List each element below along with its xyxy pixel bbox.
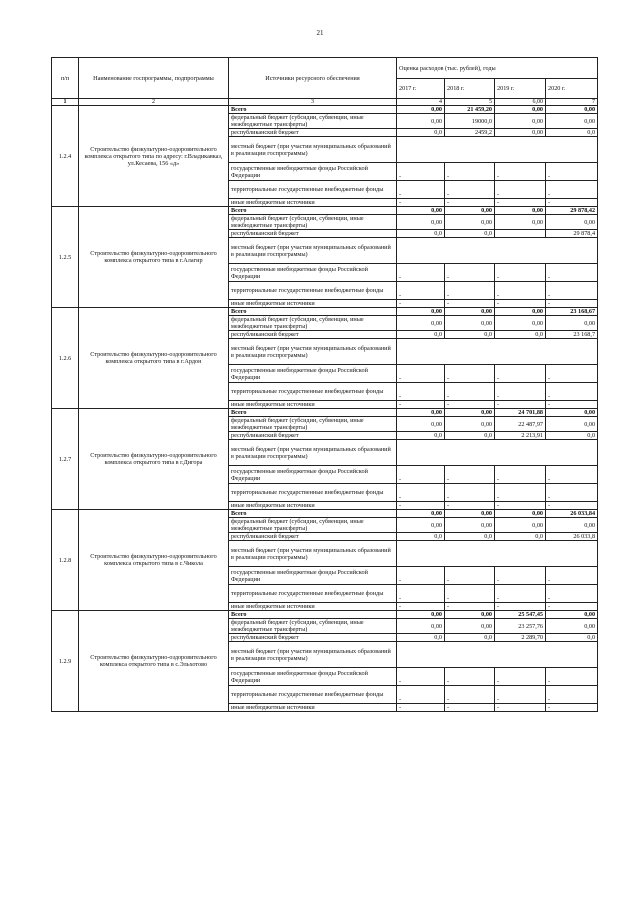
source-label: Всего [229,611,397,619]
source-label: республиканский бюджет [229,533,397,541]
value-cell: 0,0 [495,331,546,339]
page-number: 21 [316,29,324,37]
program-name: Строительство физкультурно-оздоровительного комплекса открытого типа в с.Чикола [79,510,229,611]
dash-cell: - [445,567,495,585]
value-cell: 23 168,67 [546,308,598,316]
source-label: территориальные государственные внебюджетные фонды [229,282,397,300]
dash-cell: - [546,704,598,712]
dash-cell: - [495,484,546,502]
value-cell: 0,0 [397,432,445,440]
value-cell: 0,00 [546,114,598,129]
value-cell: 2 289,70 [495,634,546,642]
value-cell: 0,00 [546,215,598,230]
value-cell: 0,0 [445,533,495,541]
dash-cell: - [397,585,445,603]
value-cell: 0,00 [546,611,598,619]
value-cell: 0,00 [546,619,598,634]
source-label: республиканский бюджет [229,331,397,339]
value-cell: 0,00 [445,510,495,518]
value-cell: 0,00 [495,316,546,331]
value-cell: 29 878,4 [546,230,598,238]
dash-cell: - [445,686,495,704]
dash-cell: - [397,264,445,282]
dash-cell: - [495,704,546,712]
value-cell: 0,00 [495,207,546,215]
program-name: Строительство физкультурно-оздоровительного комплекса открытого типа по адресу: г.Владикавказ, ул.Кесаева, 156 «д» [79,106,229,207]
source-label: местный бюджет (при участии муниципальных образований в реализации госпрограммы) [229,541,397,567]
value-cell: 0,00 [495,106,546,114]
value-cell: 0,00 [397,308,445,316]
empty-cell [397,137,598,163]
table-body [52,99,598,712]
column-number: 2 [79,99,229,106]
dash-cell: - [495,163,546,181]
source-label: федеральный бюджет (субсидии, субвенции, иные межбюджетные трансферты) [229,215,397,230]
dash-cell: - [546,163,598,181]
source-label: республиканский бюджет [229,129,397,137]
value-cell: 24 701,88 [495,409,546,417]
dash-cell: - [495,466,546,484]
source-label: федеральный бюджет (субсидии, субвенции, иные межбюджетные трансферты) [229,417,397,432]
dash-cell: - [546,567,598,585]
header-year: 2017 г. [397,79,445,99]
dash-cell: - [445,401,495,409]
source-label: государственные внебюджетные фонды Российской Федерации [229,163,397,181]
dash-cell: - [546,401,598,409]
dash-cell: - [495,383,546,401]
value-cell: 0,00 [445,611,495,619]
source-label: иные внебюджетные источники [229,704,397,712]
value-cell: 0,00 [397,215,445,230]
value-cell: 0,00 [495,129,546,137]
dash-cell: - [397,365,445,383]
source-label: Всего [229,409,397,417]
value-cell: 0,00 [397,510,445,518]
dash-cell: - [546,466,598,484]
dash-cell: - [445,365,495,383]
source-label: иные внебюджетные источники [229,199,397,207]
dash-cell: - [397,199,445,207]
value-cell: 0,00 [397,611,445,619]
dash-cell: - [397,383,445,401]
value-cell: 21 459,20 [445,106,495,114]
value-cell: 2 213,91 [495,432,546,440]
table-row [52,207,598,215]
dash-cell: - [445,199,495,207]
value-cell: 0,00 [397,316,445,331]
budget-table [51,57,598,712]
source-label: федеральный бюджет (субсидии, субвенции, иные межбюджетные трансферты) [229,114,397,129]
value-cell: 26 033,84 [546,510,598,518]
dash-cell: - [546,199,598,207]
header-num: п/п [52,58,79,99]
source-label: государственные внебюджетные фонды Российской Федерации [229,466,397,484]
value-cell: 25 547,45 [495,611,546,619]
dash-cell: - [546,686,598,704]
source-label: территориальные государственные внебюджетные фонды [229,686,397,704]
value-cell: 0,00 [546,417,598,432]
dash-cell: - [495,502,546,510]
value-cell: 0,0 [397,129,445,137]
dash-cell: - [445,383,495,401]
program-code: 1.2.5 [52,207,79,308]
source-label: Всего [229,308,397,316]
value-cell: 0,0 [445,331,495,339]
source-label: местный бюджет (при участии муниципальных образований в реализации госпрограммы) [229,440,397,466]
dash-cell: - [397,484,445,502]
empty-cell [397,440,598,466]
source-label: республиканский бюджет [229,634,397,642]
value-cell: 19000,0 [445,114,495,129]
dash-cell: - [546,383,598,401]
program-code: 1.2.7 [52,409,79,510]
value-cell: 0,0 [397,331,445,339]
dash-cell: - [546,484,598,502]
dash-cell: - [495,668,546,686]
dash-cell: - [495,181,546,199]
source-label: территориальные государственные внебюджетные фонды [229,484,397,502]
value-cell: 0,00 [397,106,445,114]
header-name: Наименование госпрограммы, подпрограммы [79,58,229,99]
dash-cell: - [495,365,546,383]
dash-cell: - [495,264,546,282]
column-number: 1 [52,99,79,106]
header-year: 2020 г. [546,79,598,99]
program-code: 1.2.4 [52,106,79,207]
dash-cell: - [495,401,546,409]
column-number: 5 [445,99,495,106]
table-row [52,409,598,417]
dash-cell: - [445,181,495,199]
dash-cell: - [397,502,445,510]
header-source: Источники ресурсного обеспечения [229,58,397,99]
source-label: местный бюджет (при участии муниципальных образований в реализации госпрограммы) [229,137,397,163]
value-cell: 0,00 [445,207,495,215]
value-cell: 26 033,8 [546,533,598,541]
table-row [52,106,598,114]
value-cell: 0,0 [445,230,495,238]
dash-cell: - [397,603,445,611]
source-label: иные внебюджетные источники [229,603,397,611]
value-cell: 0,0 [445,432,495,440]
value-cell: 0,00 [445,518,495,533]
value-cell: 23 257,76 [495,619,546,634]
value-cell: 0,00 [546,106,598,114]
value-cell: 0,00 [495,308,546,316]
dash-cell: - [397,466,445,484]
dash-cell: - [495,282,546,300]
header-year: 2019 г. [495,79,546,99]
dash-cell: - [495,300,546,308]
dash-cell: - [495,199,546,207]
value-cell: 0,00 [495,510,546,518]
dash-cell: - [546,365,598,383]
source-label: территориальные государственные внебюджетные фонды [229,383,397,401]
value-cell: 0,00 [546,518,598,533]
dash-cell: - [495,686,546,704]
source-label: федеральный бюджет (субсидии, субвенции, иные межбюджетные трансферты) [229,619,397,634]
dash-cell: - [445,466,495,484]
value-cell: 0,00 [495,215,546,230]
source-label: республиканский бюджет [229,230,397,238]
value-cell: 29 878,42 [546,207,598,215]
dash-cell: - [397,282,445,300]
column-number: 3 [229,99,397,106]
source-label: иные внебюджетные источники [229,401,397,409]
empty-cell [397,238,598,264]
value-cell: 0,00 [397,518,445,533]
dash-cell: - [546,282,598,300]
source-label: Всего [229,207,397,215]
header-estimate: Оценка расходов (тыс. рублей), годы [397,58,598,79]
value-cell: 0,00 [546,409,598,417]
dash-cell: - [445,668,495,686]
source-label: республиканский бюджет [229,432,397,440]
dash-cell: - [445,300,495,308]
dash-cell: - [445,264,495,282]
dash-cell: - [397,704,445,712]
program-name: Строительство физкультурно-оздоровительного комплекса открытого типа в с.Эльхотово [79,611,229,712]
value-cell: 0,0 [546,634,598,642]
dash-cell: - [546,264,598,282]
source-label: местный бюджет (при участии муниципальных образований в реализации госпрограммы) [229,339,397,365]
source-label: иные внебюджетные источники [229,502,397,510]
program-code: 1.2.9 [52,611,79,712]
dash-cell: - [546,668,598,686]
source-label: местный бюджет (при участии муниципальных образований в реализации госпрограммы) [229,238,397,264]
value-cell: 0,00 [445,619,495,634]
source-label: федеральный бюджет (субсидии, субвенции, иные межбюджетные трансферты) [229,316,397,331]
dash-cell: - [397,300,445,308]
dash-cell: - [397,181,445,199]
value-cell: 22 487,97 [495,417,546,432]
source-label: иные внебюджетные источники [229,300,397,308]
header-year: 2018 г. [445,79,495,99]
program-name: Строительство физкультурно-оздоровительного комплекса открытого типа в г.Дигора [79,409,229,510]
program-code: 1.2.6 [52,308,79,409]
program-name: Строительство физкультурно-оздоровительного комплекса открытого типа в г.Ардон [79,308,229,409]
value-cell: 0,0 [546,129,598,137]
value-cell: 0,00 [445,316,495,331]
value-cell: 0,00 [445,409,495,417]
dash-cell: - [495,603,546,611]
source-label: государственные внебюджетные фонды Российской Федерации [229,365,397,383]
empty-cell [397,541,598,567]
value-cell: 0,00 [495,518,546,533]
dash-cell: - [546,300,598,308]
table-row [52,611,598,619]
empty-cell [397,642,598,668]
dash-cell: - [445,163,495,181]
dash-cell: - [397,163,445,181]
dash-cell: - [445,603,495,611]
column-number: 4 [397,99,445,106]
column-number: 7 [546,99,598,106]
dash-cell: - [495,567,546,585]
dash-cell: - [546,585,598,603]
source-label: местный бюджет (при участии муниципальных образований в реализации госпрограммы) [229,642,397,668]
dash-cell: - [546,502,598,510]
value-cell: 0,00 [397,619,445,634]
dash-cell: - [546,603,598,611]
dash-cell: - [397,567,445,585]
source-label: федеральный бюджет (субсидии, субвенции, иные межбюджетные трансферты) [229,518,397,533]
dash-cell: - [445,484,495,502]
dash-cell: - [445,282,495,300]
dash-cell: - [397,668,445,686]
source-label: Всего [229,106,397,114]
column-number-row [52,99,598,106]
value-cell: 0,0 [397,533,445,541]
value-cell: 0,00 [495,114,546,129]
value-cell: 0,00 [397,114,445,129]
value-cell: 0,0 [397,230,445,238]
column-number: 6,00 [495,99,546,106]
source-label: государственные внебюджетные фонды Российской Федерации [229,264,397,282]
source-label: территориальные государственные внебюджетные фонды [229,181,397,199]
source-label: государственные внебюджетные фонды Российской Федерации [229,567,397,585]
program-name: Строительство физкультурно-оздоровительного комплекса открытого типа в г.Алагир [79,207,229,308]
value-cell: 0,00 [397,409,445,417]
program-code: 1.2.8 [52,510,79,611]
value-cell: 23 168,7 [546,331,598,339]
dash-cell: - [546,181,598,199]
table-row [52,510,598,518]
value-cell: 0,0 [495,533,546,541]
value-cell: 0,0 [445,634,495,642]
value-cell: 0,0 [397,634,445,642]
value-cell: 0,00 [397,417,445,432]
value-cell: 0,00 [546,316,598,331]
value-cell: 0,00 [445,417,495,432]
table-row [52,308,598,316]
dash-cell: - [445,585,495,603]
dash-cell: - [495,585,546,603]
source-label: территориальные государственные внебюджетные фонды [229,585,397,603]
dash-cell: - [397,686,445,704]
value-cell [495,230,546,238]
value-cell: 0,00 [445,215,495,230]
value-cell: 0,00 [445,308,495,316]
value-cell: 2459,2 [445,129,495,137]
dash-cell: - [397,401,445,409]
source-label: Всего [229,510,397,518]
source-label: государственные внебюджетные фонды Российской Федерации [229,668,397,686]
value-cell: 0,0 [546,432,598,440]
empty-cell [397,339,598,365]
dash-cell: - [445,704,495,712]
dash-cell: - [445,502,495,510]
value-cell: 0,00 [397,207,445,215]
